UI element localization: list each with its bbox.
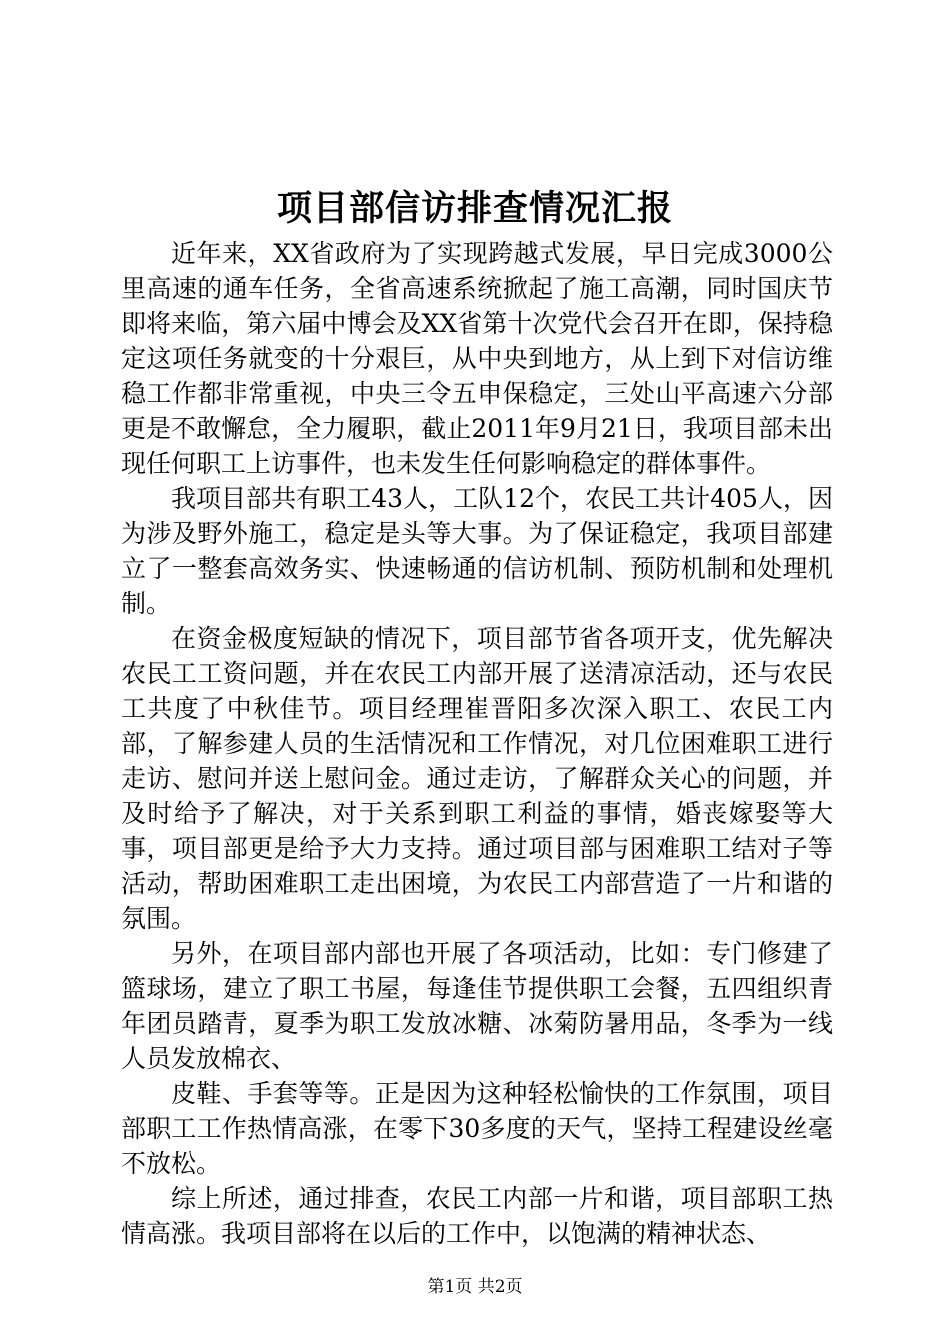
document-title: 项目部信访排查情况汇报 [276,188,673,229]
paragraph-5: 皮鞋、手套等等。正是因为这种轻松愉快的工作氛围，项目部职工工作热情高涨，在零下30多度的天气，坚持工程建设丝毫不放松。 [121,1079,833,1178]
paragraph-3: 在资金极度短缺的情况下，项目部节省各项开支，优先解决农民工工资问题，并在农民工内部开展了送清凉活动，还与农民工共度了中秋佳节。项目经理崔晋阳多次深入职工、农民工内部，了解参建人员的生活情况和工作情况，对几位困难职工进行走访、慰问并送上慰问金。通过走访，了解群众关心的问题，并及时给予了解决，对于关系到职工利益的事情，婚丧嫁娶等大事，项目部更是给予大力支持。通过项目部与困难职工结对子等活动，帮助困难职工走出困境，为农民工内部营造了一片和谐的氛围。 [121,624,833,933]
document-body [121,236,833,1251]
page-number-footer: 第1页 共2页 [427,1277,523,1297]
paragraph-4: 另外，在项目部内部也开展了各项活动，比如：专门修建了篮球场，建立了职工书屋，每逢佳节提供职工会餐，五四组织青年团员踏青，夏季为职工发放冰糖、冰菊防暑用品，冬季为一线人员发放棉衣、 [121,939,833,1073]
paragraph-2: 我项目部共有职工43人，工队12个，农民工共计405人，因为涉及野外施工，稳定是头等大事。为了保证稳定，我项目部建立了一整套高效务实、快速畅通的信访机制、预防机制和处理机制。 [121,484,833,618]
paragraph-1: 近年来，XX省政府为了实现跨越式发展，早日完成3000公里高速的通车任务，全省高速系统掀起了施工高潮，同时国庆节即将来临，第六届中博会及XX省第十次党代会召开在即，保持稳定这项任务就变的十分艰巨，从中央到地方，从上到下对信访维稳工作都非常重视，中央三令五申保稳定，三处山平高速六分部更是不敢懈怠，全力履职，截止2011年9月21日，我项目部未出现任何职工上访事件，也未发生任何影响稳定的群体事件。 [121,239,833,478]
paragraph-6: 综上所述，通过排查，农民工内部一片和谐，项目部职工热情高涨。我项目部将在以后的工作中，以饱满的精神状态、 [121,1184,833,1248]
